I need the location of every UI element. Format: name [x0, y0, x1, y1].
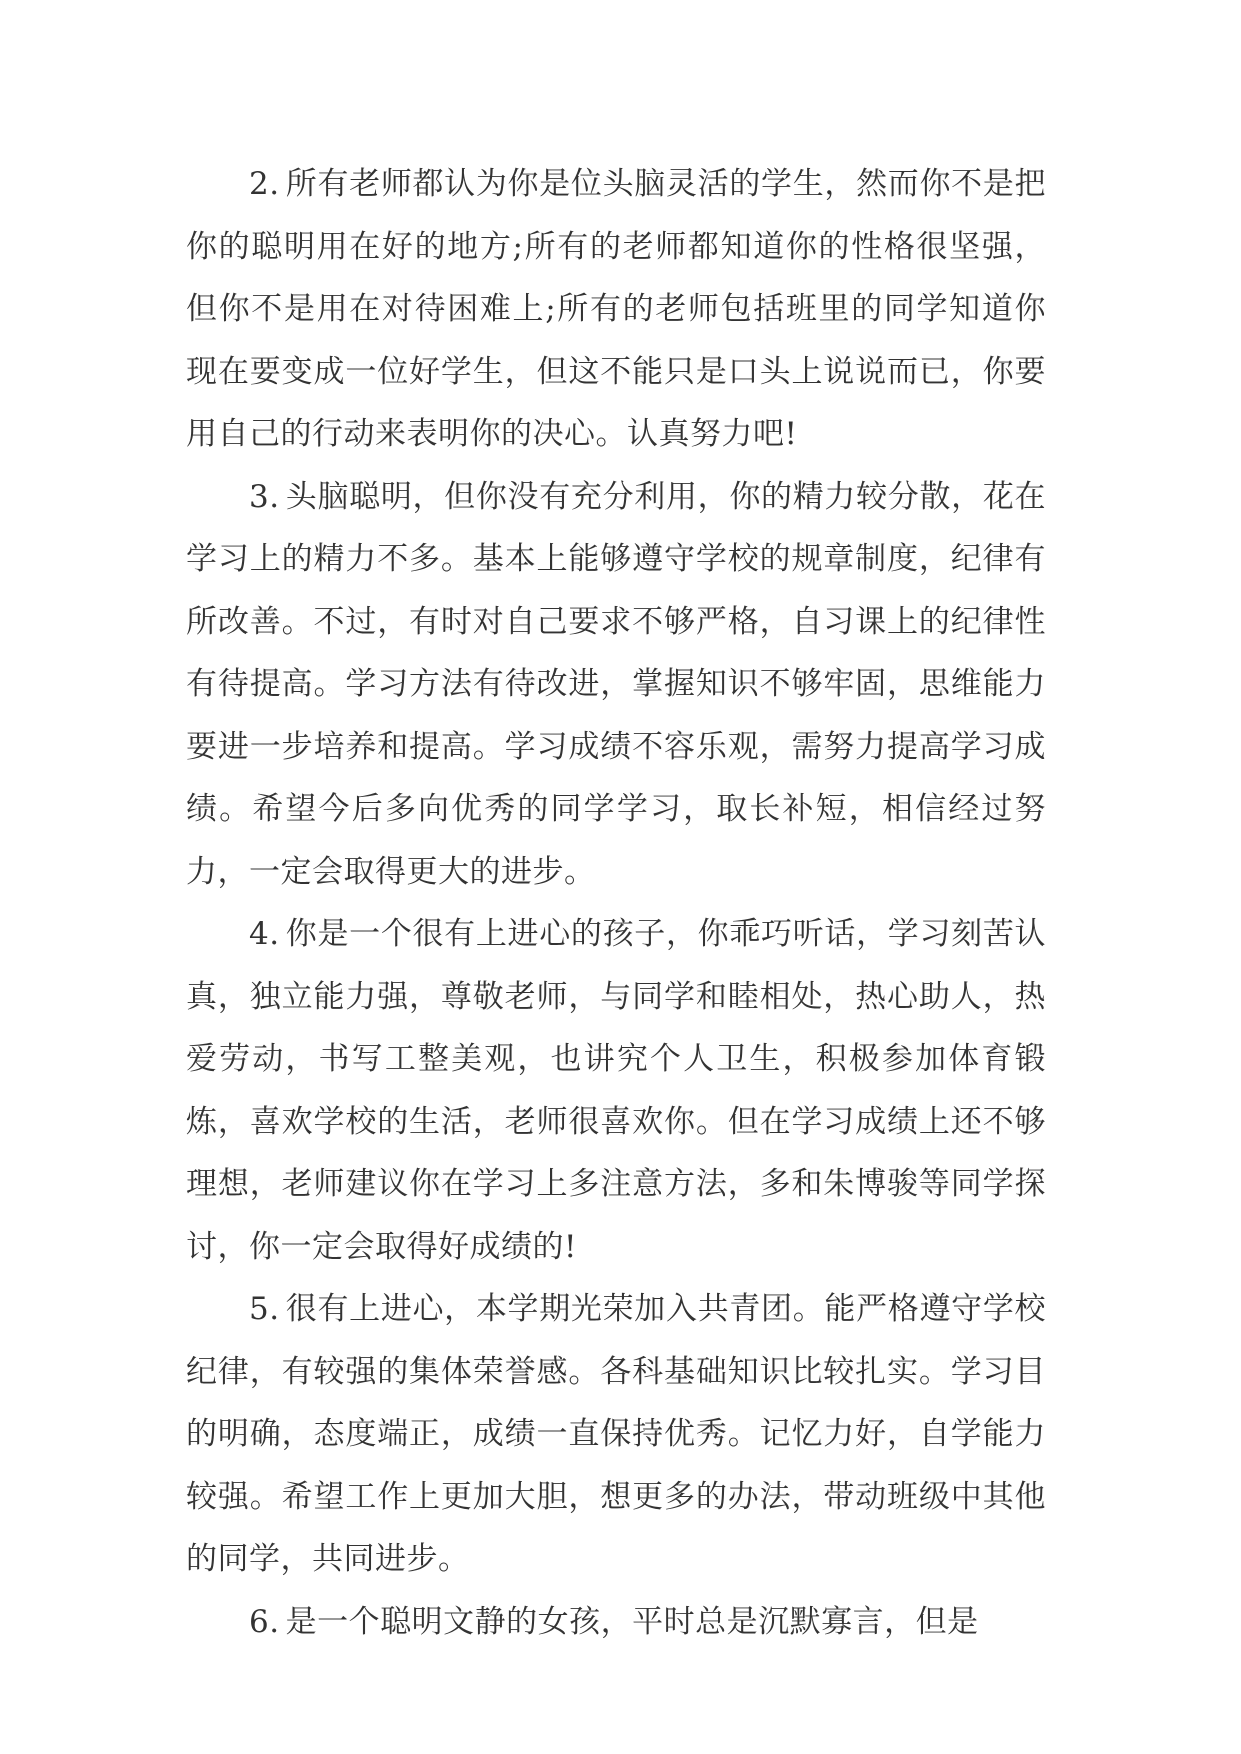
- paragraph-number: 4.: [249, 916, 280, 952]
- comment-paragraph-3: [186, 466, 1046, 904]
- paragraph-number: 6.: [249, 1603, 280, 1640]
- comment-paragraph-4: [186, 903, 1046, 1278]
- comment-paragraph-6: [186, 1591, 1046, 1654]
- paragraph-number: 5.: [249, 1291, 280, 1327]
- paragraph-text: 头脑聪明，但你没有充分利用，你的精力较分散，花在学习上的精力不多。基本上能够遵守学校的规章制度，纪律有所改善。不过，有时对自己要求不够严格，自习课上的纪律性有待提高。学习方法有待改进，掌握知识不够牢固，思维能力要进一步培养和提高。学习成绩不容乐观，需努力提高学习成绩。希望今后多向优秀的同学学习，取长补短，相信经过努力，一定会取得更大的进步。: [186, 478, 1046, 890]
- comment-paragraph-5: [186, 1278, 1046, 1591]
- paragraph-number: 3.: [249, 478, 280, 515]
- paragraph-text: 很有上进心，本学期光荣加入共青团。能严格遵守学校纪律，有较强的集体荣誉感。各科基础知识比较扎实。学习目的明确，态度端正，成绩一直保持优秀。记忆力好，自学能力较强。希望工作上更加大胆，想更多的办法，带动班级中其他的同学，共同进步。: [186, 1291, 1046, 1577]
- paragraph-text: 是一个聪明文静的女孩，平时总是沉默寡言，但是: [285, 1603, 979, 1640]
- document-body: [186, 153, 1046, 1653]
- comment-paragraph-2: [186, 153, 1046, 466]
- paragraph-text: 你是一个很有上进心的孩子，你乖巧听话，学习刻苦认真，独立能力强，尊敬老师，与同学和睦相处，热心助人，热爱劳动，书写工整美观，也讲究个人卫生，积极参加体育锻炼，喜欢学校的生活，老师很喜欢你。但在学习成绩上还不够理想，老师建议你在学习上多注意方法，多和朱博骏等同学探讨，你一定会取得好成绩的!: [186, 916, 1046, 1265]
- paragraph-text: 所有老师都认为你是位头脑灵活的学生，然而你不是把你的聪明用在好的地方;所有的老师都知道你的性格很坚强，但你不是用在对待困难上;所有的老师包括班里的同学知道你现在要变成一位好学生，但这不能只是口头上说说而已，你要用自己的行动来表明你的决心。认真努力吧!: [186, 166, 1046, 452]
- paragraph-number: 2.: [249, 166, 280, 202]
